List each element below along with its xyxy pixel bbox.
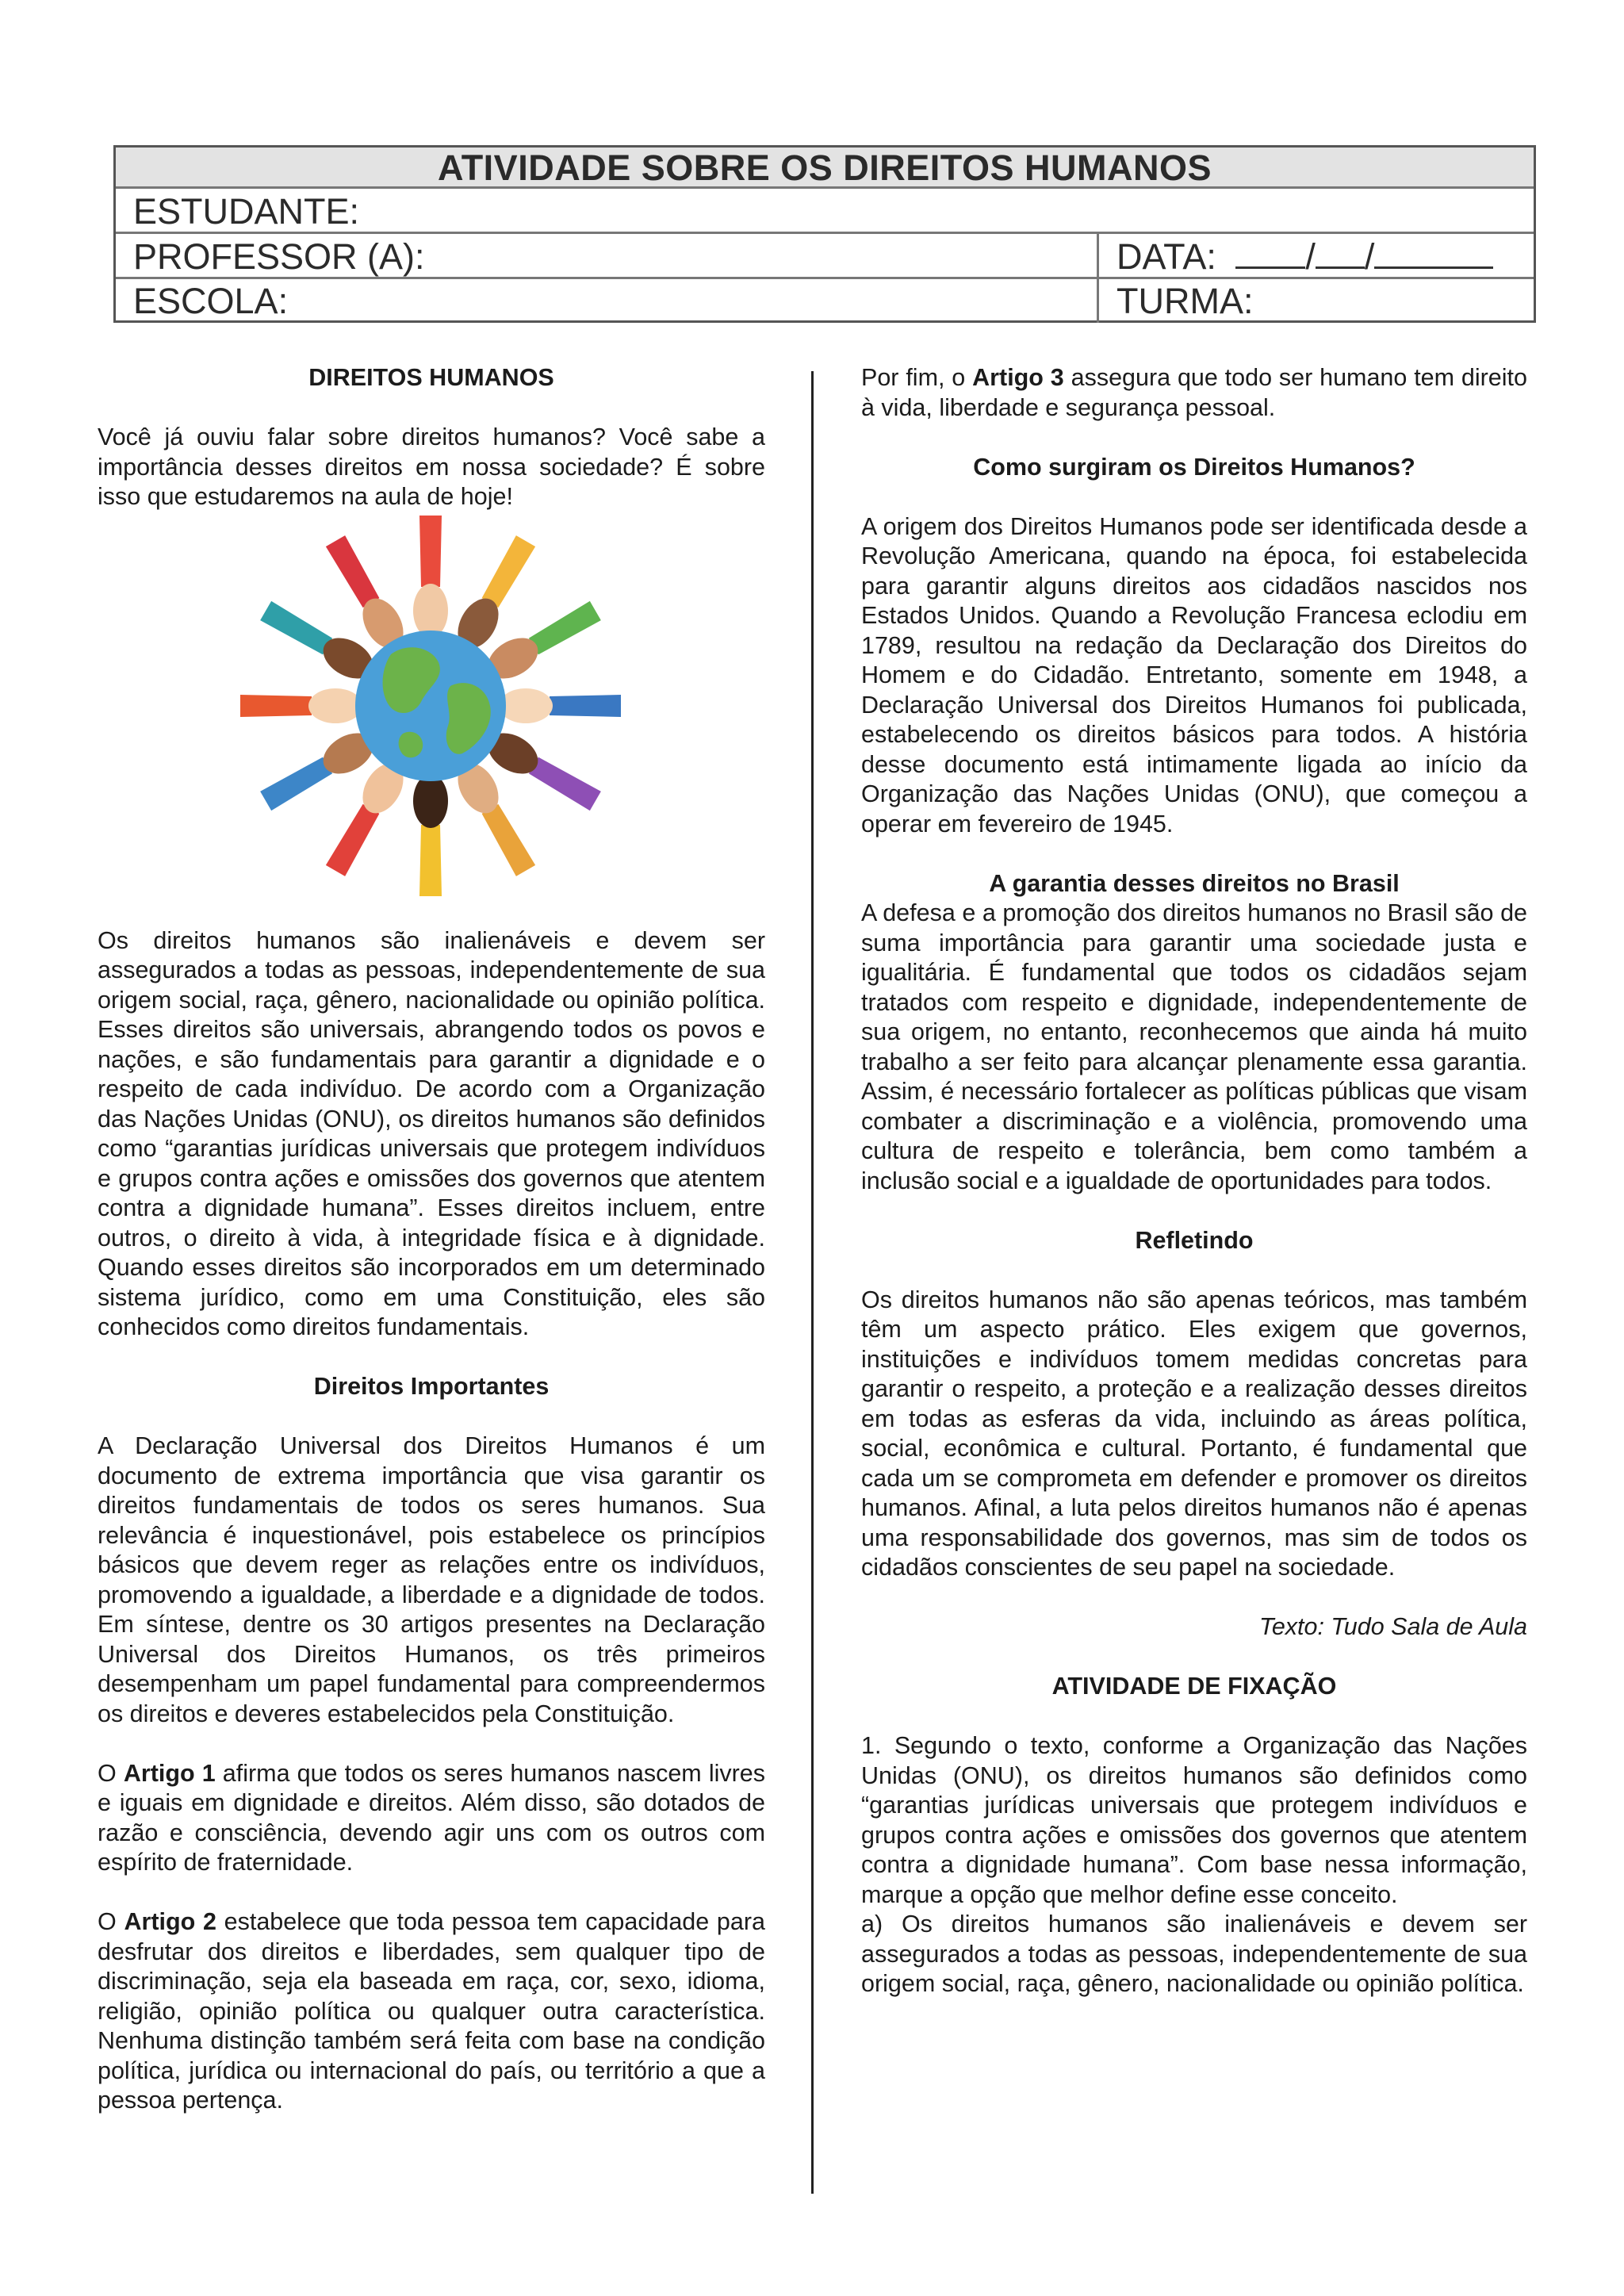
origin-paragraph: A origem dos Direitos Humanos pode ser identificada desde a Revolução Americana, quando na época, foi estabelecida para garantir alguns direitos aos cidadãos nascidos nos Estados Unidos. Quando a Revolução Francesa eclodiu em 1789, resultou na redação da Declaração dos Direitos do Homem e do Cidadão. Entretanto, somente em 1948, a Declaração Universal dos Direitos Humanos foi publicada, estabelecendo os direitos básicos para todos. A história desse documento está intimamente ligada ao início da Organização das Nações Unidas (ONU), que começou a operar em fevereiro de 1945. [861, 512, 1527, 838]
date-month-blank[interactable] [1316, 235, 1365, 269]
section-heading: A garantia desses direitos no Brasil [989, 869, 1400, 897]
declaration-paragraph: A Declaração Universal dos Direitos Humanos é um documento de extrema importância que visa garantir os direitos fundamentais de todos os seres humanos. Sua relevância é inquestionável, pois estabelece os princípios básicos que devem reger as relações entre os indivíduos, promovendo a igualdade, a liberdade e a dignidade de todos. Em síntese, dentre os 30 artigos presentes na Declaração Universal dos Direitos Humanos, os três primeiros desempenham um papel fundamental para compreendermos os direitos e deveres estabelecidos pela Constituição. [98, 1432, 765, 1727]
brazil-paragraph: A defesa e a promoção dos direitos humanos no Brasil são de suma importância para garantir uma sociedade justa e igualitária. É fundamental que todos os cidadãos sejam tratados com respeito e dignidade, independentemente de sua origem, no entanto, reconhecemos que ainda há muito trabalho a ser feito para alcançar plenamente essa garantia. Assim, é necessário fortalecer as políticas públicas que visam combater a discriminação e a violência, promovendo uma cultura de respeito e tolerância, bem como também a inclusão social e a igualdade de oportunidades para todos. [861, 899, 1527, 1194]
date-day-blank[interactable] [1235, 235, 1305, 269]
header-table [113, 145, 1536, 323]
globe-icon [355, 631, 506, 781]
date-year-blank[interactable] [1374, 235, 1493, 269]
right-column [861, 363, 1527, 1999]
intro-paragraph: Você já ouviu falar sobre direitos humanos? Você sabe a importância desses direitos em nossa sociedade? É sobre isso que estudaremos na aula de hoje! [98, 424, 765, 510]
worksheet-title: ATIVIDADE SOBRE OS DIREITOS HUMANOS [438, 148, 1212, 188]
section-heading: Como surgiram os Direitos Humanos? [973, 453, 1415, 481]
article-1-paragraph: O Artigo 1 afirma que todos os seres humanos nascem livres e iguais em dignidade e direitos. Além disso, são dotados de razão e consciência, devendo agir uns com os outros com espírito de fraternidade. [98, 1759, 765, 1876]
section-heading: Refletindo [1135, 1226, 1254, 1254]
school-row [116, 279, 1534, 323]
column-divider [811, 371, 814, 2194]
section-heading: DIREITOS HUMANOS [308, 364, 554, 391]
rights-definition-paragraph: Os direitos humanos são inalienáveis e devem ser assegurados a todas as pessoas, independentemente de sua origem social, raça, gênero, nacionalidade ou opinião política. Esses direitos são universais, abrangendo todos os povos e nações, e são fundamentais para garantir a dignidade e o respeito de cada indivíduo. De acordo com a Organização das Nações Unidas (ONU), os direitos humanos são definidos como “garantias jurídicas universais que protegem indivíduos e grupos contra ações e omissões dos governos que atentem contra a dignidade humana”. Esses direitos incluem, entre outros, o direito à vida, à integridade física e à dignidade. Quando esses direitos são incorporados em um determinado sistema jurídico, como em uma Constituição, eles são conhecidos como direitos fundamentais. [98, 926, 765, 1340]
date-cell [1097, 234, 1493, 277]
date-separator: / [1364, 236, 1375, 277]
article-2-paragraph: O Artigo 2 estabelece que toda pessoa tem capacidade para desfrutar dos direitos e liberdades, sem qualquer tipo de discriminação, seja ela baseada em raça, cor, sexo, idioma, religião, opinião política ou qualquer outra característica. Nenhuma distinção também será feita com base na condição política, jurídica ou internacional do país, ou território a que a pessoa pertença. [98, 1908, 765, 2114]
class-label: TURMA: [1097, 279, 1254, 323]
date-separator: / [1305, 236, 1316, 277]
student-row [116, 189, 1534, 234]
student-label: ESTUDANTE: [133, 191, 360, 232]
left-column [98, 363, 765, 2116]
question-1: 1. Segundo o texto, conforme a Organização das Nações Unidas (ONU), os direitos humanos são definidos como “garantias jurídicas universais que protegem indivíduos e grupos contra ações e omissões dos governos que atentem contra a dignidade humana”. Com base nessa informação, marque a opção que melhor define esse conceito. [861, 1732, 1527, 1908]
teacher-label: PROFESSOR (A): [133, 236, 425, 277]
hands-around-globe-illustration [240, 516, 621, 896]
teacher-row [116, 234, 1534, 279]
date-label: DATA: [1116, 236, 1216, 277]
article-1-label: Artigo 1 [123, 1759, 216, 1787]
section-heading: ATIVIDADE DE FIXAÇÃO [1051, 1673, 1337, 1700]
school-label: ESCOLA: [133, 281, 289, 321]
text-credit: Texto: Tudo Sala de Aula [1259, 1613, 1527, 1640]
article-2-label: Artigo 2 [124, 1908, 216, 1935]
header-title-row [116, 148, 1534, 189]
article-3-label: Artigo 3 [972, 364, 1064, 391]
reflection-paragraph: Os direitos humanos não são apenas teóricos, mas também têm um aspecto prático. Eles exigem que governos, instituições e indivíduos tomem medidas concretas para garantir o respeito, a proteção e a realização desses direitos em todas as esferas da vida, incluindo as áreas política, social, econômica e cultural. Portanto, é fundamental que cada um se comprometa em defender e promover os direitos humanos. Afinal, a luta pelos direitos humanos não é apenas uma responsabilidade dos governos, mas sim de todos os cidadãos conscientes de seu papel na sociedade. [861, 1286, 1527, 1581]
section-heading: Direitos Importantes [313, 1373, 550, 1400]
article-3-paragraph: Por fim, o Artigo 3 assegura que todo ser humano tem direito à vida, liberdade e segurança pessoal. [861, 364, 1527, 421]
answer-option-a[interactable]: a) Os direitos humanos são inalienáveis e devem ser assegurados a todas as pessoas, independentemente de sua origem social, raça, gênero, nacionalidade ou opinião política. [861, 1911, 1527, 1997]
